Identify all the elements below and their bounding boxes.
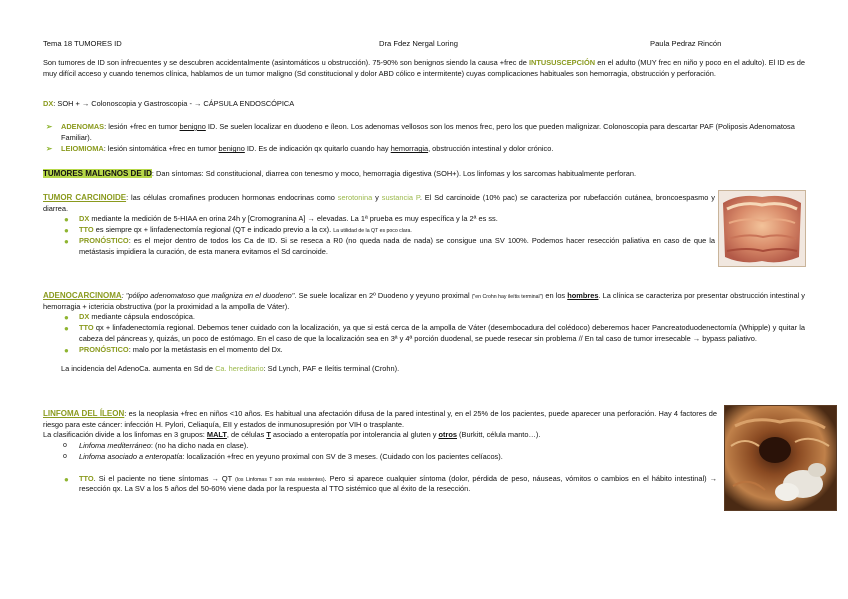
benign-list: [43, 122, 805, 155]
intro-paragraph: Son tumores de ID son infrecuentes y se descubren accidentalmente (asintomáticos u obstrucción). 75-90% son benignos siendo la causa +frec de INTUSUSCEPCIÓN en el adulto (MUY frec en niño y poco en el adulto). El ID es de muy difícil acceso y cuando tenemos clínica, hablamos de un tumor maligno (Sd constitucional y dolor ABD cólico e intermitente) cuyas complicaciones habituales son hemorragia, obstrucción y perforación.: [43, 58, 806, 78]
carcinoide-dx-item: ● DX mediante la medición de 5-HIAA en orina 24h y [Cromogranina A] → elevadas. La 1ª prueba es muy específica y la 2ª es ss.: [64, 214, 498, 225]
arrow-bullet-icon: ➢: [46, 122, 53, 131]
circle-bullet-icon: o: [63, 452, 67, 460]
linfoma-classification: La clasificación divide a los linfomas en 3 grupos: MALT, de células T asociado a enteropatía por intolerancia al gluten y otros (Burkitt, célula manto…).: [43, 430, 541, 440]
dot-bullet-icon: ●: [64, 474, 69, 484]
linfoma-heading: LINFOMA DEL ÍLEON: [43, 409, 125, 418]
adenocarcinoma-heading: ADENOCARCINOMA: [43, 291, 122, 300]
dot-bullet-icon: ●: [64, 236, 69, 246]
header-author: Paula Pedraz Rincón: [650, 39, 722, 48]
dx-line: DX: SOH + → Colonoscopia y Gastroscopia - → CÁPSULA ENDOSCÓPICA: [43, 99, 295, 108]
endoscopy-image: [724, 405, 837, 511]
adenocarcinoma-dx-item: ● DX mediante cápsula endoscópica.: [64, 312, 195, 323]
page-header: [43, 38, 805, 52]
adenocarcinoma-incidence: La incidencia del AdenoCa. aumenta en Sd de Ca. hereditario: Sd Lynch, PAF e Ileítis terminal (Crohn).: [61, 364, 400, 374]
adenocarcinoma-pronostico-item: ● PRONÓSTICO: malo por la metástasis en el momento del Dx.: [64, 344, 283, 355]
header-topic: Tema 18 TUMORES ID: [43, 39, 122, 48]
endoscopy-illustration: [725, 406, 836, 510]
malignos-heading: TUMORES MALIGNOS DE ID: [43, 169, 152, 178]
dx-label: DX: [43, 99, 54, 108]
dot-bullet-icon: ●: [64, 324, 69, 334]
dot-bullet-icon: ●: [64, 313, 69, 323]
list-item-leiomioma: ➢ LEIOMIOMA: lesión sintomática +frec en tumor benigno ID. Es de indicación qx quitarlo cuando hay hemorragia, obstrucción intestinal y dolor crónico.: [46, 144, 554, 154]
dot-bullet-icon: ●: [64, 226, 69, 236]
linfoma-section: [43, 408, 717, 495]
linfoma-tto-item: ● TTO. Si el paciente no tiene síntomas → QT (los Linfomas T son más resistentes). Pero si aparece cualquier síntoma (dolor, pérdida de peso, náuseas, vómitos o cambios en el hábito intestinal) → resección qx. La SV a los 5 años del 50-60% viene dada por la respuesta al TTO sistémico que al éxito de la resección.: [64, 473, 717, 494]
carcinoid-tumor-illustration: [719, 191, 805, 266]
header-professor: Dra Fdez Nergal Loring: [379, 39, 458, 48]
arrow-bullet-icon: ➢: [46, 144, 53, 154]
carcinoide-paragraph: TUMOR CARCINOIDE: las células cromafines producen hormonas endocrinas como serotonina y sustancia P. El Sd carcinoide (10% pac) se caracteriza por rubefacción cutánea, broncoespasmo y diarrea.: [43, 193, 715, 213]
dot-bullet-icon: ●: [64, 345, 69, 355]
intususcepcion-term: INTUSUSCEPCIÓN: [528, 58, 596, 67]
dot-bullet-icon: ●: [64, 215, 69, 225]
carcinoide-heading: TUMOR CARCINOIDE: [43, 193, 127, 202]
adenocarcinoma-section: [43, 290, 805, 375]
linfoma-paragraph: LINFOMA DEL ÍLEON: es la neoplasia +frec en niños <10 años. Es habitual una afectación difusa de la pared intestinal y, en el 25% de los pacientes, puede aparecer una perforación. Hay 4 factores de riesgo para este cáncer: infección H. Pylori, Celiaquía, EII y estados de inmunosupresión por VIH o trasplante.: [43, 409, 717, 429]
linfoma-mediterraneo-item: o Linfoma mediterráneo: (no ha dicho nada en clase).: [63, 441, 249, 451]
linfoma-enteropatia-item: o Linfoma asociado a enteropatía: localización +frec en yeyuno proximal con SV de 3 meses. (Cuidado con los pacientes celíacos).: [63, 451, 503, 461]
carcinoide-pronostico-item: ● PRONÓSTICO: es el mejor dentro de todos los Ca de ID. Si se reseca a R0 (no queda nada de nada) se consigue una SV 100%. Podemos hacer resección paliativa en caso de que la metástasis impidiera la curación, de esta manera evitamos el Sd carcinoide.: [64, 235, 715, 256]
list-item-adenomas: ➢ ADENOMAS: lesión +frec en tumor benigno ID. Se suelen localizar en duodeno e íleon. Los adenomas vellosos son los menos frec, pero los que pueden malignizar. Colonoscopia para descartar PAF (Poliposis Adenomatosa Familiar).: [46, 122, 795, 142]
malignos-line: TUMORES MALIGNOS DE ID: Dan síntomas: Sd constitucional, diarrea con tenesmo y moco, hemorragia digestiva (SOH+). Los linfomas y los sarcomas habitualmente perforan.: [43, 169, 636, 178]
carcinoide-section: [43, 192, 715, 257]
circle-bullet-icon: o: [63, 442, 67, 450]
carcinoid-tumor-image: [718, 190, 806, 267]
carcinoide-tto-item: ● TTO es siempre qx + linfadenectomía regional (QT e indicado previo a la cx). La utilidad de la QT es poco clara.: [64, 225, 412, 236]
adenocarcinoma-paragraph: ADENOCARCINOMA: "pólipo adenomatoso que maligniza en el duodeno". Se suele localizar en 2º Duodeno y yeyuno proximal ("en Crohn hay ileítis terminal") en los hombres. La clínica se caracteriza por presentar obstrucción intestinal y hemorragia + ictericia obstructiva (por la proximidad a la ampolla de Váter).: [43, 291, 806, 311]
adenocarcinoma-tto-item: ● TTO qx + linfadenectomía regional. Debemos tener cuidado con la localización, ya que si está cerca de la ampolla de Váter (desembocadura del colédoco) deberemos hacer Pancreatoduodenectomía (Whipple) y quitar la cabeza del páncreas y, quizás, un poco de estómago. En el caso de que la localización sea en 3ª y 4ª porción duodenal, se puede resecar sin problema // En tal caso de tumor irresecable → bypass paliativo.: [64, 323, 805, 343]
